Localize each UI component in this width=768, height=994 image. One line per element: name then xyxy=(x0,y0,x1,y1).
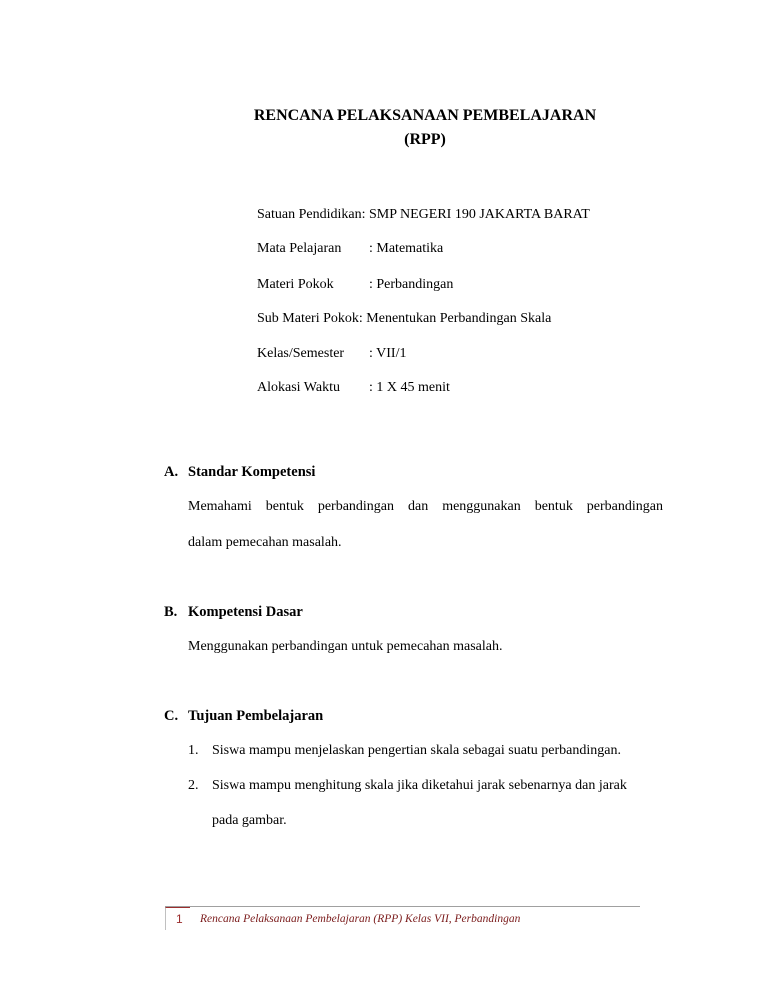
info-value: : SMP NEGERI 190 JAKARTA BARAT xyxy=(361,207,590,222)
info-label: Alokasi Waktu xyxy=(257,380,340,395)
document-subtitle: (RPP) xyxy=(404,131,446,148)
section-a-text-line2: dalam pemecahan masalah. xyxy=(188,535,342,550)
list-text: Siswa mampu menjelaskan pengertian skala sebagai suatu perbandingan. xyxy=(212,743,621,758)
info-value: : Matematika xyxy=(369,241,444,256)
info-label: Sub Materi Pokok xyxy=(257,311,359,326)
section-title: Standar Kompetensi xyxy=(188,464,316,480)
info-label: Satuan Pendidikan xyxy=(257,207,362,222)
info-row-kelas xyxy=(257,346,406,362)
list-item xyxy=(188,778,627,794)
page-number: 1 xyxy=(176,912,183,926)
info-row-alokasi xyxy=(257,380,450,396)
section-letter: C. xyxy=(164,708,179,724)
footer-text: Rencana Pelaksanaan Pembelajaran (RPP) Kelas VII, Perbandingan xyxy=(200,913,521,925)
list-text: Siswa mampu menghitung skala jika diketahui jarak sebenarnya dan jarak xyxy=(212,778,627,793)
list-item xyxy=(188,743,621,759)
info-value: : Perbandingan xyxy=(369,277,454,292)
section-letter: A. xyxy=(164,464,179,480)
section-b-heading xyxy=(164,604,303,621)
section-title: Kompetensi Dasar xyxy=(188,604,303,620)
section-a-text-line1: Memahami bentuk perbandingan dan menggunakan bentuk perbandingan xyxy=(188,499,663,514)
document-title: RENCANA PELAKSANAAN PEMBELAJARAN xyxy=(253,107,597,124)
info-label: Mata Pelajaran xyxy=(257,241,342,256)
info-label: Materi Pokok xyxy=(257,277,334,292)
section-letter: B. xyxy=(164,604,178,620)
info-value: : VII/1 xyxy=(369,346,407,361)
section-b-text: Menggunakan perbandingan untuk pemecahan masalah. xyxy=(188,639,503,654)
list-number: 1. xyxy=(188,743,199,758)
info-row-submateri xyxy=(257,311,551,327)
info-label: Kelas/Semester xyxy=(257,346,345,361)
info-row-satuan xyxy=(257,207,590,223)
info-row-materi xyxy=(257,277,453,293)
section-c-heading xyxy=(164,708,323,725)
list-item-continuation: pada gambar. xyxy=(212,813,287,828)
info-value: : 1 X 45 menit xyxy=(369,380,450,395)
footer-divider xyxy=(165,906,640,907)
section-a-heading xyxy=(164,464,315,481)
section-title: Tujuan Pembelajaran xyxy=(188,708,324,724)
info-value: : Menentukan Perbandingan Skala xyxy=(358,311,552,326)
info-row-mapel xyxy=(257,241,443,257)
list-number: 2. xyxy=(188,778,199,793)
